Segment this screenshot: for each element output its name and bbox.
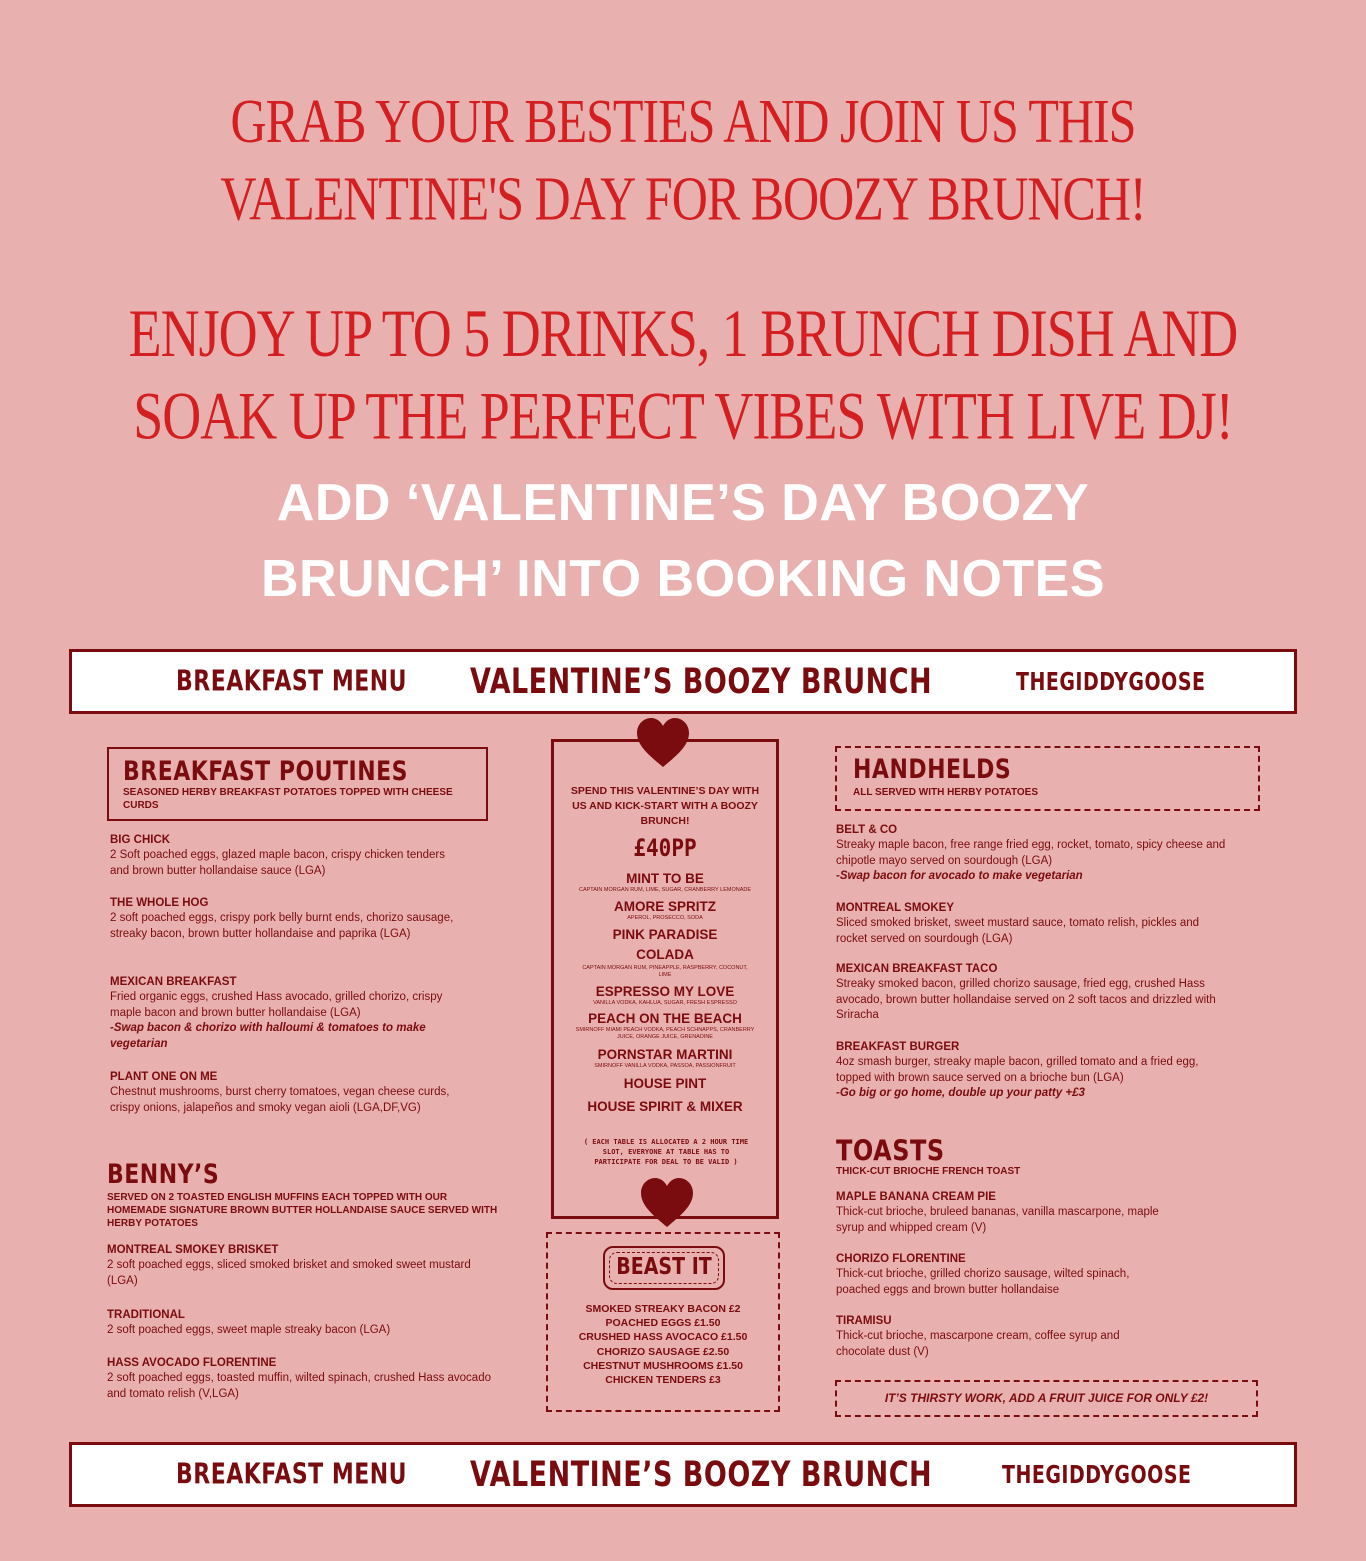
headline-invite: [0, 82, 1366, 237]
addon-item: SMOKED STREAKY BACON £2: [585, 1303, 741, 1315]
headline-line: GRAB YOUR BESTIES AND JOIN US THIS: [230, 85, 1136, 156]
item-name: BIG CHICK: [110, 834, 171, 846]
section-subtitle: SERVED ON 2 TOASTED ENGLISH MUFFINS EACH TOPPED WITH OUR HOMEMADE SIGNATURE BROWN BUTTER HOLLANDAISE SAUCE SERVED WITH HERBY POTATOES: [107, 1192, 498, 1229]
menu-item: [110, 975, 500, 1052]
booking-line: BRUNCH’ INTO BOOKING NOTES: [260, 550, 1106, 608]
heart-icon: [636, 718, 690, 768]
beast-it-box: [546, 1232, 780, 1412]
drink-name: HOUSE SPIRIT & MIXER: [587, 1099, 743, 1114]
section-subtitle: THICK-CUT BRIOCHE FRENCH TOAST: [836, 1166, 1021, 1177]
booking-notes-instruction: [0, 465, 1366, 617]
breakfast-menu-label: BREAKFAST MENU: [176, 665, 408, 698]
headline-offer: [0, 292, 1366, 457]
drink-name: MINT TO BE: [626, 871, 704, 886]
menu-item: [110, 1070, 500, 1116]
headline-line: SOAK UP THE PERFECT VIBES WITH LIVE DJ!: [133, 378, 1233, 454]
addon-item: CHESTNUT MUSHROOMS £1.50: [583, 1359, 743, 1372]
addons-list: [548, 1302, 778, 1387]
item-name: CHORIZO FLORENTINE: [836, 1253, 966, 1265]
item-description: 2 soft poached eggs, crispy pork belly burnt ends, chorizo sausage, streaky bacon, brown butter hollandaise and paprika (LGA): [110, 912, 454, 940]
menu-item: [110, 833, 500, 879]
item-description: Thick-cut brioche, bruleed bananas, vanilla mascarpone, maple syrup and whipped cream (V): [836, 1206, 1159, 1234]
drink-ingredients: CAPTAIN MORGAN RUM, PINEAPPLE, RASPBERRY, COCONUT, LIME: [582, 965, 748, 978]
item-description: 2 Soft poached eggs, glazed maple bacon, crispy chicken tenders and brown butter hollandaise sauce (LGA): [110, 849, 445, 877]
menu-item: [107, 1356, 497, 1402]
menu-title: VALENTINE’S BOOZY BRUNCH: [470, 1454, 933, 1495]
item-description: 2 soft poached eggs, sweet maple streaky bacon (LGA): [107, 1324, 391, 1336]
item-name: TIRAMISU: [836, 1315, 892, 1327]
drink-name: ESPRESSO MY LOVE: [595, 984, 735, 999]
menu-item: [836, 1190, 1226, 1236]
menu-item: [836, 1040, 1236, 1102]
item-description: Fried organic eggs, crushed Hass avocado, grilled chorizo, crispy maple bacon and brown butter hollandaise (LGA): [110, 991, 443, 1019]
drinks-list: [554, 870, 776, 1115]
section-title: HANDHELDS: [853, 755, 1012, 785]
item-name: MAPLE BANANA CREAM PIE: [836, 1191, 996, 1203]
addon-item: CRUSHED HASS AVOCACO £1.50: [578, 1331, 748, 1344]
section-title: BREAKFAST POUTINES: [123, 757, 409, 787]
item-description: Thick-cut brioche, mascarpone cream, coffee syrup and chocolate dust (V): [836, 1330, 1120, 1358]
addon-item: CHORIZO SAUSAGE £2.50: [596, 1345, 730, 1358]
item-name: BREAKFAST BURGER: [836, 1041, 960, 1053]
menu-item: [836, 901, 1236, 947]
menu-item: [836, 1252, 1226, 1298]
drink-ingredients: SMIRNOFF VANILLA VODKA, PASSOA, PASSIONFRUIT: [594, 1063, 736, 1069]
booking-line: ADD ‘VALENTINE’S DAY BOOZY: [276, 474, 1090, 532]
item-name: TRADITIONAL: [107, 1309, 185, 1321]
poutines-header-box: [107, 747, 488, 821]
drink-name: PORNSTAR MARTINI: [597, 1047, 733, 1062]
fruit-juice-box: [835, 1380, 1258, 1417]
item-name: MEXICAN BREAKFAST TACO: [836, 963, 998, 975]
drink-ingredients: VANILLA VODKA, KAHLUA, SUGAR, FRESH ESPRESSO: [593, 1000, 737, 1006]
deal-price: £40PP: [633, 834, 697, 862]
item-note: -Go big or go home, double up your patty +£3: [836, 1087, 1085, 1099]
menu-item: [107, 1308, 497, 1339]
deal-intro: SPEND THIS VALENTINE’S DAY WITH US AND KICK-START WITH A BOOZY BRUNCH!: [570, 785, 760, 827]
section-subtitle: SEASONED HERBY BREAKFAST POTATOES TOPPED WITH CHEESE CURDS: [123, 787, 453, 811]
section-title: TOASTS: [836, 1134, 945, 1168]
menu-title: VALENTINE’S BOOZY BRUNCH: [470, 661, 933, 702]
item-note: -Swap bacon & chorizo with halloumi & tomatoes to make vegetarian: [110, 1022, 426, 1050]
item-description: 4oz smash burger, streaky maple bacon, grilled tomato and a fried egg, topped with brown sauce served on a brioche bun (LGA): [836, 1056, 1199, 1084]
item-description: Thick-cut brioche, grilled chorizo sausage, wilted spinach, poached eggs and brown butter hollandaise: [836, 1268, 1130, 1296]
item-name: THE WHOLE HOG: [110, 897, 209, 909]
item-name: PLANT ONE ON ME: [110, 1071, 218, 1083]
bennys-header: [107, 1160, 220, 1190]
menu-item: [110, 896, 500, 942]
headline-line: ENJOY UP TO 5 DRINKS, 1 BRUNCH DISH AND: [128, 295, 1238, 371]
drink-name: PINK PARADISE COLADA: [612, 927, 718, 962]
menu-footer-bar: [69, 1442, 1297, 1507]
item-description: 2 soft poached eggs, toasted muffin, wilted spinach, crushed Hass avocado and tomato relish (V,LGA): [107, 1372, 491, 1400]
menu-item: [836, 823, 1236, 885]
drink-name: HOUSE PINT: [623, 1076, 707, 1091]
fruit-juice-note: IT’S THIRSTY WORK, ADD A FRUIT JUICE FOR ONLY £2!: [884, 1391, 1209, 1405]
brand-logo: THEGIDDYGOOSE: [1016, 667, 1206, 696]
beast-it-badge: [603, 1246, 725, 1290]
drink-name: PEACH ON THE BEACH: [588, 1011, 742, 1026]
item-description: 2 soft poached eggs, sliced smoked brisket and smoked sweet mustard (LGA): [107, 1259, 471, 1287]
breakfast-menu-label: BREAKFAST MENU: [176, 1458, 408, 1491]
drink-ingredients: APEROL, PROSECCO, SODA: [627, 915, 703, 921]
headline-line: VALENTINE'S DAY FOR BOOZY BRUNCH!: [220, 163, 1146, 234]
item-name: HASS AVOCADO FLORENTINE: [107, 1357, 277, 1369]
heart-icon: [640, 1178, 694, 1228]
beast-it-title: BEAST IT: [616, 1253, 712, 1281]
section-subtitle: ALL SERVED WITH HERBY POTATOES: [853, 787, 1039, 798]
item-description: Streaky maple bacon, free range fried egg, rocket, tomato, spicy cheese and chipotle mayo served on sourdough (LGA): [836, 839, 1226, 867]
menu-item: [107, 1243, 497, 1289]
handhelds-header-box: [835, 746, 1260, 811]
brand-logo: THEGIDDYGOOSE: [1002, 1460, 1192, 1489]
item-name: MONTREAL SMOKEY BRISKET: [107, 1244, 279, 1256]
item-note: -Swap bacon for avocado to make vegetarian: [836, 870, 1083, 882]
addon-item: POACHED EGGS £1.50: [605, 1317, 721, 1330]
menu-item: [836, 962, 1236, 1024]
boozy-brunch-deal-box: [551, 739, 779, 1219]
item-name: MEXICAN BREAKFAST: [110, 976, 237, 988]
deal-footnote: ( EACH TABLE IS ALLOCATED A 2 HOUR TIME SLOT, EVERYONE AT TABLE HAS TO PARTICIPATE FOR DEAL TO BE VALID ): [583, 1138, 749, 1166]
drink-ingredients: CAPTAIN MORGAN RUM, LIME, SUGAR, CRANBERRY LEMONADE: [578, 887, 752, 893]
section-title: BENNY’S: [107, 1160, 220, 1190]
drink-ingredients: SMIRNOFF MIAMI PEACH VODKA, PEACH SCHNAPPS, CRANBERRY JUICE, ORANGE JUICE, GRENADINE: [575, 1027, 755, 1040]
drink-name: AMORE SPRITZ: [613, 899, 716, 914]
toasts-header: [836, 1134, 945, 1168]
item-name: MONTREAL SMOKEY: [836, 902, 954, 914]
menu-header-bar: [69, 649, 1297, 714]
item-name: BELT & CO: [836, 824, 898, 836]
addon-item: CHICKEN TENDERS £3: [605, 1374, 721, 1387]
item-description: Sliced smoked brisket, sweet mustard sauce, tomato relish, pickles and rocket served on sourdough (LGA): [836, 917, 1200, 945]
item-description: Chestnut mushrooms, burst cherry tomatoes, vegan cheese curds, crispy onions, jalapeños and smoky vegan aioli (LGA,DF,VG): [110, 1086, 450, 1114]
menu-item: [836, 1314, 1226, 1360]
item-description: Streaky smoked bacon, grilled chorizo sausage, fried egg, crushed Hass avocado, brown butter hollandaise served on 2 soft tacos and drizzled with Sriracha: [836, 978, 1216, 1021]
